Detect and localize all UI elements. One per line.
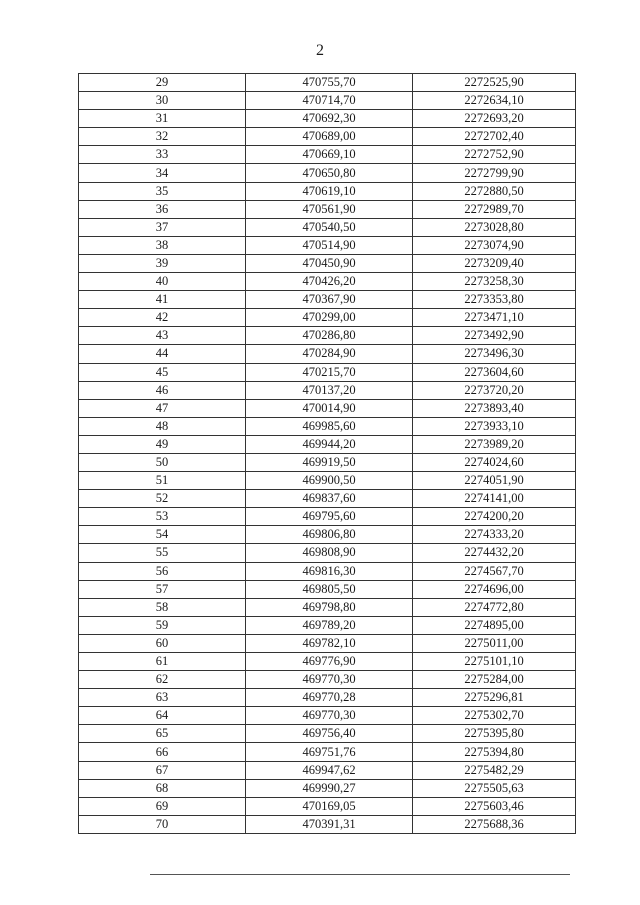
y-coordinate-cell: 2274772,80 xyxy=(413,598,576,616)
table-row xyxy=(79,779,576,797)
table-row xyxy=(79,508,576,526)
table-row xyxy=(79,689,576,707)
point-number-cell: 60 xyxy=(79,634,246,652)
x-coordinate-cell: 469789,20 xyxy=(246,616,413,634)
table-row xyxy=(79,110,576,128)
table-row xyxy=(79,309,576,327)
point-number-cell: 41 xyxy=(79,291,246,309)
y-coordinate-cell: 2275505,63 xyxy=(413,779,576,797)
y-coordinate-cell: 2273353,80 xyxy=(413,291,576,309)
y-coordinate-cell: 2273933,10 xyxy=(413,417,576,435)
y-coordinate-cell: 2275395,80 xyxy=(413,725,576,743)
point-number-cell: 35 xyxy=(79,182,246,200)
table-row xyxy=(79,74,576,92)
x-coordinate-cell: 470669,10 xyxy=(246,146,413,164)
y-coordinate-cell: 2275482,29 xyxy=(413,761,576,779)
x-coordinate-cell: 470014,90 xyxy=(246,399,413,417)
y-coordinate-cell: 2275101,10 xyxy=(413,653,576,671)
point-number-cell: 36 xyxy=(79,200,246,218)
table-row xyxy=(79,291,576,309)
x-coordinate-cell: 469751,76 xyxy=(246,743,413,761)
x-coordinate-cell: 469900,50 xyxy=(246,472,413,490)
x-coordinate-cell: 469756,40 xyxy=(246,725,413,743)
point-number-cell: 30 xyxy=(79,92,246,110)
table-row xyxy=(79,417,576,435)
point-number-cell: 45 xyxy=(79,363,246,381)
y-coordinate-cell: 2274567,70 xyxy=(413,562,576,580)
y-coordinate-cell: 2274141,00 xyxy=(413,490,576,508)
point-number-cell: 46 xyxy=(79,381,246,399)
y-coordinate-cell: 2273604,60 xyxy=(413,363,576,381)
table-row xyxy=(79,92,576,110)
table-row xyxy=(79,761,576,779)
point-number-cell: 52 xyxy=(79,490,246,508)
x-coordinate-cell: 470450,90 xyxy=(246,254,413,272)
y-coordinate-cell: 2275011,00 xyxy=(413,634,576,652)
point-number-cell: 64 xyxy=(79,707,246,725)
x-coordinate-cell: 469944,20 xyxy=(246,435,413,453)
y-coordinate-cell: 2274333,20 xyxy=(413,526,576,544)
y-coordinate-cell: 2272702,40 xyxy=(413,128,576,146)
y-coordinate-cell: 2272634,10 xyxy=(413,92,576,110)
coordinates-table-body xyxy=(79,74,576,834)
table-row xyxy=(79,200,576,218)
x-coordinate-cell: 470514,90 xyxy=(246,236,413,254)
y-coordinate-cell: 2272880,50 xyxy=(413,182,576,200)
table-row xyxy=(79,797,576,815)
table-row xyxy=(79,562,576,580)
x-coordinate-cell: 469795,60 xyxy=(246,508,413,526)
table-row xyxy=(79,580,576,598)
table-row xyxy=(79,671,576,689)
point-number-cell: 62 xyxy=(79,671,246,689)
point-number-cell: 67 xyxy=(79,761,246,779)
table-row xyxy=(79,707,576,725)
table-row xyxy=(79,182,576,200)
table-row xyxy=(79,472,576,490)
point-number-cell: 37 xyxy=(79,218,246,236)
table-row xyxy=(79,598,576,616)
x-coordinate-cell: 469837,60 xyxy=(246,490,413,508)
table-row xyxy=(79,399,576,417)
y-coordinate-cell: 2274696,00 xyxy=(413,580,576,598)
point-number-cell: 49 xyxy=(79,435,246,453)
y-coordinate-cell: 2275302,70 xyxy=(413,707,576,725)
y-coordinate-cell: 2275688,36 xyxy=(413,815,576,833)
coordinates-table xyxy=(78,73,576,834)
point-number-cell: 48 xyxy=(79,417,246,435)
y-coordinate-cell: 2272752,90 xyxy=(413,146,576,164)
table-row xyxy=(79,363,576,381)
point-number-cell: 47 xyxy=(79,399,246,417)
table-row xyxy=(79,381,576,399)
point-number-cell: 53 xyxy=(79,508,246,526)
x-coordinate-cell: 470215,70 xyxy=(246,363,413,381)
point-number-cell: 31 xyxy=(79,110,246,128)
y-coordinate-cell: 2274024,60 xyxy=(413,453,576,471)
x-coordinate-cell: 470169,05 xyxy=(246,797,413,815)
table-row xyxy=(79,236,576,254)
y-coordinate-cell: 2273720,20 xyxy=(413,381,576,399)
table-row xyxy=(79,146,576,164)
x-coordinate-cell: 470137,20 xyxy=(246,381,413,399)
y-coordinate-cell: 2274895,00 xyxy=(413,616,576,634)
x-coordinate-cell: 469776,90 xyxy=(246,653,413,671)
y-coordinate-cell: 2273074,90 xyxy=(413,236,576,254)
x-coordinate-cell: 469770,28 xyxy=(246,689,413,707)
y-coordinate-cell: 2274200,20 xyxy=(413,508,576,526)
y-coordinate-cell: 2273209,40 xyxy=(413,254,576,272)
x-coordinate-cell: 469782,10 xyxy=(246,634,413,652)
x-coordinate-cell: 469985,60 xyxy=(246,417,413,435)
x-coordinate-cell: 470299,00 xyxy=(246,309,413,327)
table-row xyxy=(79,218,576,236)
y-coordinate-cell: 2275284,00 xyxy=(413,671,576,689)
x-coordinate-cell: 469990,27 xyxy=(246,779,413,797)
table-row xyxy=(79,254,576,272)
x-coordinate-cell: 470689,00 xyxy=(246,128,413,146)
x-coordinate-cell: 470714,70 xyxy=(246,92,413,110)
x-coordinate-cell: 470692,30 xyxy=(246,110,413,128)
point-number-cell: 57 xyxy=(79,580,246,598)
table-row xyxy=(79,345,576,363)
x-coordinate-cell: 469919,50 xyxy=(246,453,413,471)
point-number-cell: 29 xyxy=(79,74,246,92)
y-coordinate-cell: 2273471,10 xyxy=(413,309,576,327)
y-coordinate-cell: 2275296,81 xyxy=(413,689,576,707)
table-row xyxy=(79,725,576,743)
point-number-cell: 51 xyxy=(79,472,246,490)
point-number-cell: 65 xyxy=(79,725,246,743)
point-number-cell: 34 xyxy=(79,164,246,182)
point-number-cell: 39 xyxy=(79,254,246,272)
point-number-cell: 69 xyxy=(79,797,246,815)
y-coordinate-cell: 2275603,46 xyxy=(413,797,576,815)
footer-divider xyxy=(150,874,570,875)
y-coordinate-cell: 2274051,90 xyxy=(413,472,576,490)
point-number-cell: 42 xyxy=(79,309,246,327)
table-row xyxy=(79,634,576,652)
y-coordinate-cell: 2274432,20 xyxy=(413,544,576,562)
table-row xyxy=(79,616,576,634)
x-coordinate-cell: 469770,30 xyxy=(246,707,413,725)
table-row xyxy=(79,164,576,182)
y-coordinate-cell: 2273893,40 xyxy=(413,399,576,417)
x-coordinate-cell: 470391,31 xyxy=(246,815,413,833)
y-coordinate-cell: 2273258,30 xyxy=(413,273,576,291)
table-row xyxy=(79,128,576,146)
point-number-cell: 44 xyxy=(79,345,246,363)
point-number-cell: 55 xyxy=(79,544,246,562)
table-row xyxy=(79,526,576,544)
y-coordinate-cell: 2273496,30 xyxy=(413,345,576,363)
table-row xyxy=(79,815,576,833)
page-number: 2 xyxy=(316,42,324,59)
point-number-cell: 54 xyxy=(79,526,246,544)
x-coordinate-cell: 470286,80 xyxy=(246,327,413,345)
table-row xyxy=(79,490,576,508)
x-coordinate-cell: 470367,90 xyxy=(246,291,413,309)
point-number-cell: 40 xyxy=(79,273,246,291)
x-coordinate-cell: 470561,90 xyxy=(246,200,413,218)
point-number-cell: 33 xyxy=(79,146,246,164)
x-coordinate-cell: 469816,30 xyxy=(246,562,413,580)
x-coordinate-cell: 469808,90 xyxy=(246,544,413,562)
point-number-cell: 38 xyxy=(79,236,246,254)
x-coordinate-cell: 470650,80 xyxy=(246,164,413,182)
x-coordinate-cell: 469770,30 xyxy=(246,671,413,689)
point-number-cell: 68 xyxy=(79,779,246,797)
point-number-cell: 32 xyxy=(79,128,246,146)
table-row xyxy=(79,453,576,471)
table-row xyxy=(79,653,576,671)
point-number-cell: 66 xyxy=(79,743,246,761)
point-number-cell: 63 xyxy=(79,689,246,707)
x-coordinate-cell: 470284,90 xyxy=(246,345,413,363)
y-coordinate-cell: 2272799,90 xyxy=(413,164,576,182)
x-coordinate-cell: 469947,62 xyxy=(246,761,413,779)
point-number-cell: 59 xyxy=(79,616,246,634)
y-coordinate-cell: 2273028,80 xyxy=(413,218,576,236)
y-coordinate-cell: 2272989,70 xyxy=(413,200,576,218)
table-row xyxy=(79,743,576,761)
table-row xyxy=(79,544,576,562)
x-coordinate-cell: 469806,80 xyxy=(246,526,413,544)
point-number-cell: 43 xyxy=(79,327,246,345)
point-number-cell: 70 xyxy=(79,815,246,833)
point-number-cell: 58 xyxy=(79,598,246,616)
x-coordinate-cell: 470755,70 xyxy=(246,74,413,92)
y-coordinate-cell: 2273989,20 xyxy=(413,435,576,453)
y-coordinate-cell: 2272693,20 xyxy=(413,110,576,128)
point-number-cell: 56 xyxy=(79,562,246,580)
x-coordinate-cell: 470619,10 xyxy=(246,182,413,200)
x-coordinate-cell: 470426,20 xyxy=(246,273,413,291)
y-coordinate-cell: 2272525,90 xyxy=(413,74,576,92)
point-number-cell: 50 xyxy=(79,453,246,471)
table-row xyxy=(79,273,576,291)
y-coordinate-cell: 2273492,90 xyxy=(413,327,576,345)
x-coordinate-cell: 470540,50 xyxy=(246,218,413,236)
y-coordinate-cell: 2275394,80 xyxy=(413,743,576,761)
x-coordinate-cell: 469805,50 xyxy=(246,580,413,598)
table-row xyxy=(79,327,576,345)
point-number-cell: 61 xyxy=(79,653,246,671)
table-row xyxy=(79,435,576,453)
x-coordinate-cell: 469798,80 xyxy=(246,598,413,616)
